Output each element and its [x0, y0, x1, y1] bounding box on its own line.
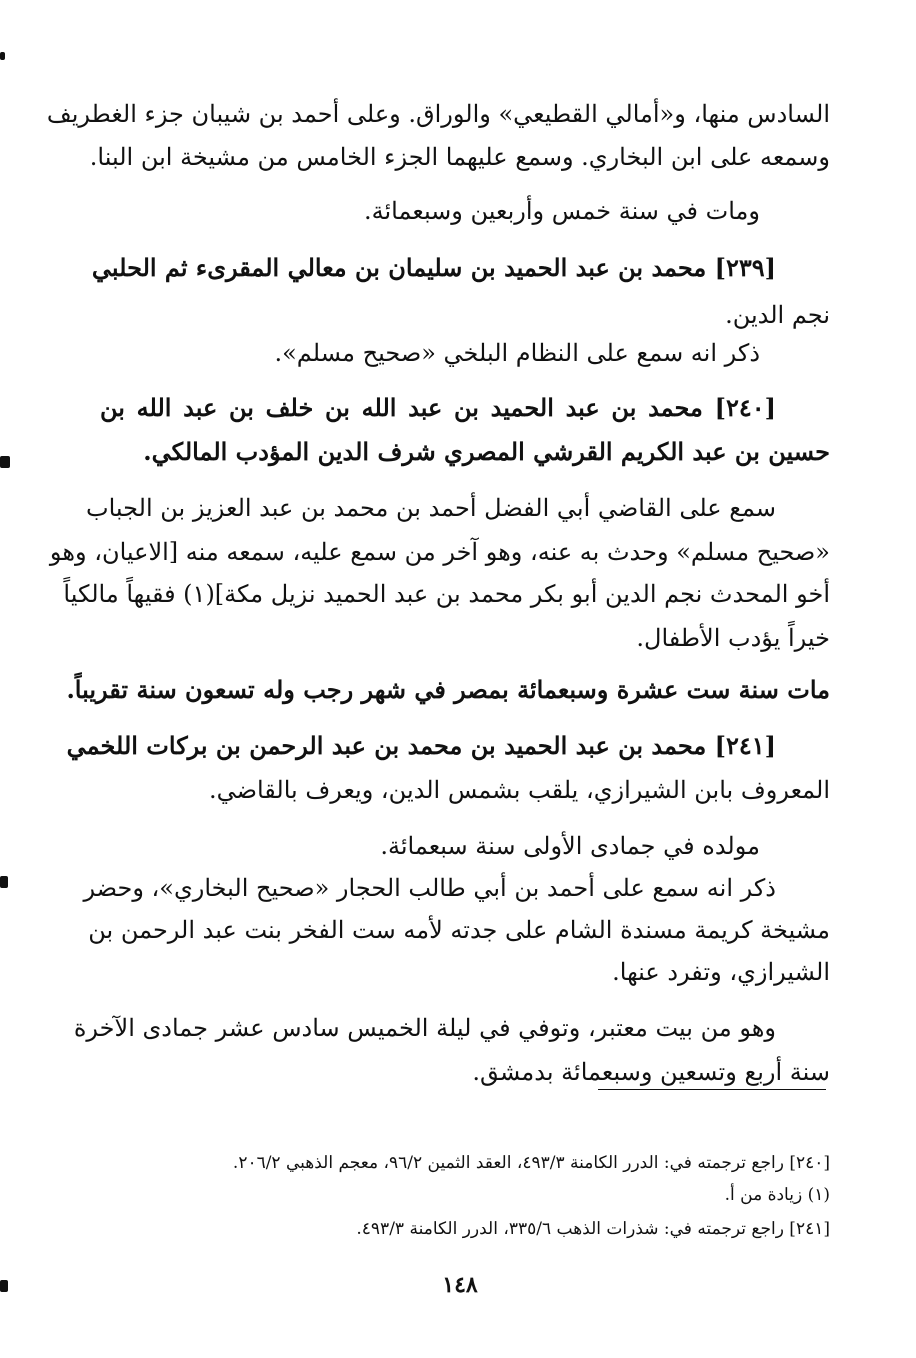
- footnote: [٢٤١] راجع ترجمته في: شذرات الذهب ٣٣٥/٦، الدرر الكامنة ٤٩٣/٣.: [356, 1219, 830, 1239]
- scan-mark: [0, 52, 5, 60]
- body-line: الشيرازي، وتفرد عنها.: [612, 958, 830, 986]
- entry-heading-241: [٢٤١] محمد بن عبد الحميد بن محمد بن عبد الرحمن بن بركات اللخمي: [66, 731, 776, 760]
- scan-mark: [0, 456, 10, 468]
- scan-mark: [0, 876, 8, 888]
- page-number: ١٤٨: [442, 1272, 478, 1298]
- body-line: مشيخة كريمة مسندة الشام على جدته لأمه ست الفخر بنت عبد الرحمن بن: [88, 916, 830, 944]
- body-line: ذكر انه سمع على النظام البلخي «صحيح مسلم».: [274, 339, 760, 367]
- body-line: ومات في سنة خمس وأربعين وسبعمائة.: [364, 197, 760, 225]
- body-line: نجم الدين.: [725, 301, 830, 329]
- body-line: سمع على القاضي أبي الفضل أحمد بن محمد بن عبد العزيز بن الجباب: [86, 494, 776, 522]
- footnote: [٢٤٠] راجع ترجمته في: الدرر الكامنة ٤٩٣/٣، العقد الثمين ٩٦/٢، معجم الذهبي ٢٠٦/٢.: [232, 1153, 830, 1173]
- body-line: «صحيح مسلم» وحدث به عنه، وهو آخر من سمع عليه، سمعه منه [الاعيان، وهو: [49, 538, 830, 566]
- body-line: مات سنة ست عشرة وسبعمائة بمصر في شهر رجب وله تسعون سنة تقريباً.: [66, 675, 830, 704]
- body-line: المعروف بابن الشيرازي، يلقب بشمس الدين، ويعرف بالقاضي.: [208, 776, 830, 804]
- body-line: السادس منها، و«أمالي القطيعي» والوراق. وعلى أحمد بن شيبان جزء الغطريف: [46, 100, 830, 128]
- body-line: وهو من بيت معتبر، وتوفي في ليلة الخميس سادس عشر جمادى الآخرة: [73, 1014, 776, 1042]
- footnote: (١) زيادة من أ.: [724, 1185, 830, 1205]
- body-line: أخو المحدث نجم الدين أبو بكر محمد بن عبد الحميد نزيل مكة](١) فقيهاً مالكياً: [63, 580, 830, 608]
- body-line: ذكر انه سمع على أحمد بن أبي طالب الحجار «صحيح البخاري»، وحضر: [83, 874, 776, 902]
- body-line: حسين بن عبد الكريم القرشي المصري شرف الدين المؤدب المالكي.: [143, 437, 830, 466]
- body-line: مولده في جمادى الأولى سنة سبعمائة.: [380, 832, 760, 860]
- body-line: وسمعه على ابن البخاري. وسمع عليهما الجزء الخامس من مشيخة ابن البنا.: [89, 143, 830, 171]
- body-line: خيراً يؤدب الأطفال.: [636, 624, 830, 652]
- entry-heading-239: [٢٣٩] محمد بن عبد الحميد بن سليمان بن معالي المقرىء ثم الحلبي: [91, 253, 776, 282]
- scan-mark: [0, 1280, 8, 1292]
- entry-heading-240: [٢٤٠] محمد بن عبد الحميد بن عبد الله بن خلف بن عبد الله بن: [100, 393, 776, 422]
- footnote-separator: [598, 1089, 826, 1090]
- body-line: سنة أربع وتسعين وسبعمائة بدمشق.: [472, 1058, 830, 1086]
